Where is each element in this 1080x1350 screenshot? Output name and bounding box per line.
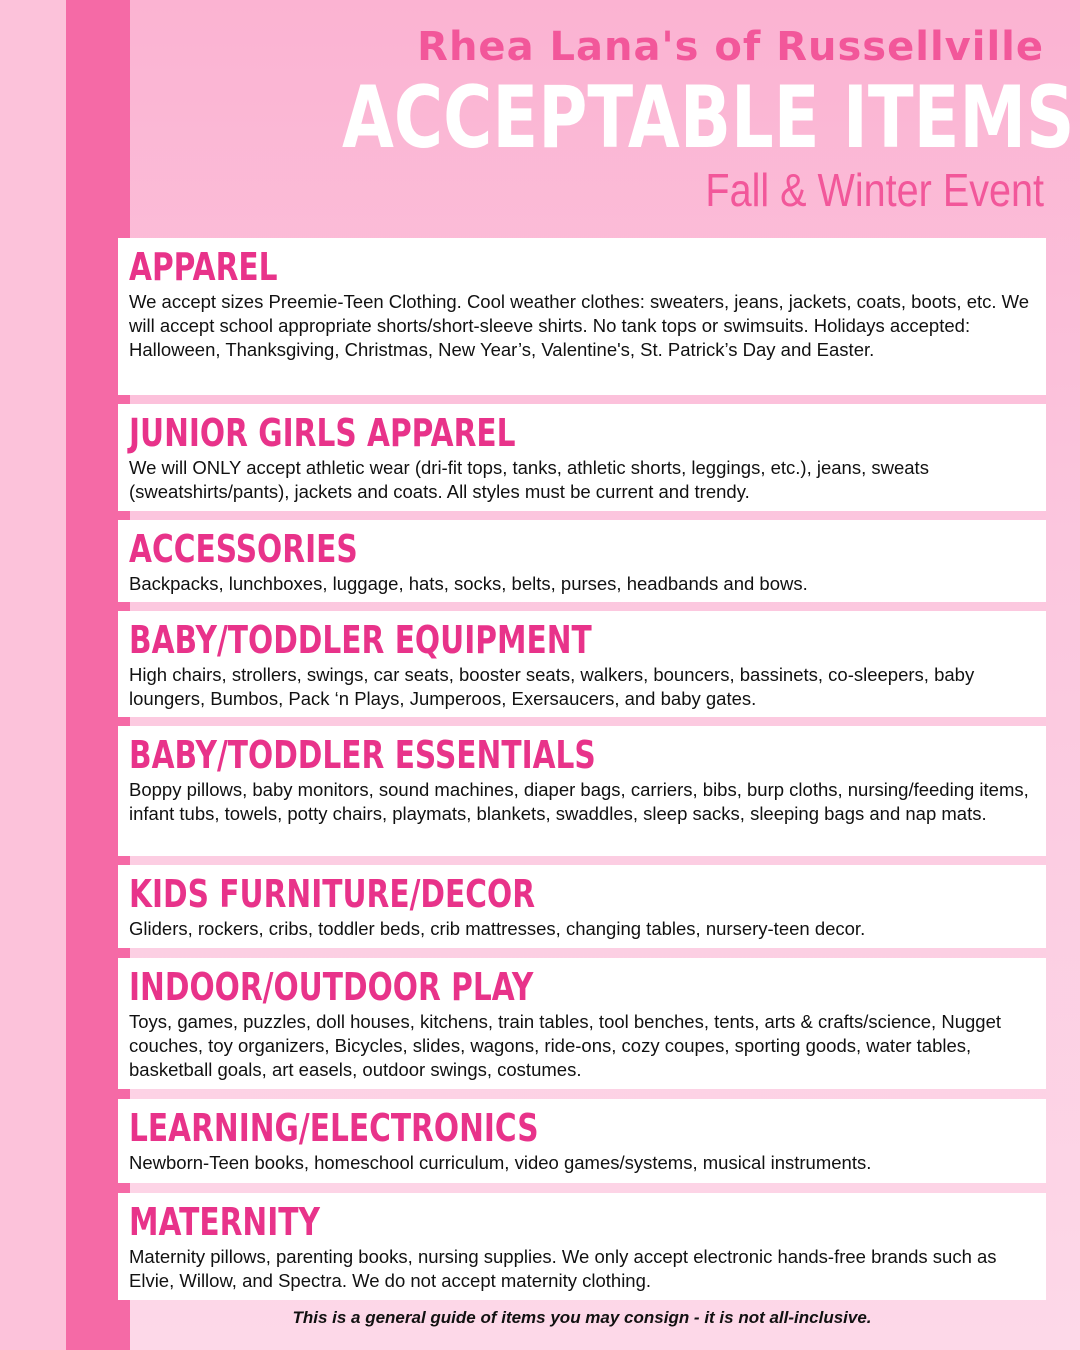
section-title: BABY/TODDLER EQUIPMENT: [129, 618, 592, 662]
footer-note: This is a general guide of items you may consign - it is not all-inclusive.: [292, 1308, 872, 1327]
section-title: LEARNING/ELECTRONICS: [129, 1106, 539, 1150]
section-text: Gliders, rockers, cribs, toddler beds, crib mattresses, changing tables, nursery-teen decor.: [129, 918, 866, 939]
section-maternity: [118, 1193, 1046, 1300]
left-stripe-light: [0, 0, 66, 1350]
section-kids-furniture-decor: [118, 865, 1046, 948]
section-text: Maternity pillows, parenting books, nursing supplies. We only accept electronic hands-free brands such as Elvie, Willow, and Spectra. We do not accept maternity clothing.: [129, 1246, 997, 1291]
section-baby-toddler-essentials: [118, 726, 1046, 856]
section-text: We accept sizes Preemie-Teen Clothing. Cool weather clothes: sweaters, jeans, jackets, coats, boots, etc. We will accept school appropriate shorts/short-sleeve shirts. No tank tops or swimsuits. Holidays accepted: Halloween, Thanksgiving, Christmas, New Year’s, Valentine's, St. Patrick’s Day and Easter.: [129, 291, 1030, 360]
section-indoor-outdoor-play: [118, 958, 1046, 1089]
section-text: Boppy pillows, baby monitors, sound machines, diaper bags, carriers, bibs, burp cloths, nursing/feeding items, infant tubs, towels, potty chairs, playmats, blankets, swaddles, sleep sacks, sleeping bags and nap mats.: [129, 779, 1029, 824]
page-title: ACCEPTABLE ITEMS: [342, 68, 1075, 168]
section-title: BABY/TODDLER ESSENTIALS: [129, 733, 596, 777]
section-title: JUNIOR GIRLS APPAREL: [129, 411, 516, 455]
section-title: ACCESSORIES: [129, 527, 358, 571]
section-title: APPAREL: [129, 245, 278, 289]
event-name: Fall & Winter Event: [705, 164, 1044, 216]
section-text: We will ONLY accept athletic wear (dri-fit tops, tanks, athletic shorts, leggings, etc.), jeans, sweats (sweatshirts/pants), jackets and coats. All styles must be current and trendy.: [129, 457, 929, 502]
store-name: Rhea Lana's of Russellville: [417, 24, 1044, 70]
section-text: Newborn-Teen books, homeschool curriculum, video games/systems, musical instruments.: [129, 1152, 872, 1173]
section-learning-electronics: [118, 1099, 1046, 1183]
section-text: Toys, games, puzzles, doll houses, kitchens, train tables, tool benches, tents, arts & crafts/science, Nugget couches, toy organizers, Bicycles, slides, wagons, ride-ons, cozy coupes, sporting goods, water tables, basketball goals, art easels, outdoor swings, costumes.: [129, 1011, 1001, 1080]
section-text: Backpacks, lunchboxes, luggage, hats, socks, belts, purses, headbands and bows.: [129, 573, 808, 594]
section-title: KIDS FURNITURE/DECOR: [129, 872, 536, 916]
section-text: High chairs, strollers, swings, car seats, booster seats, walkers, bouncers, bassinets, co-sleepers, baby loungers, Bumbos, Pack ‘n Plays, Jumperoos, Exersaucers, and baby gates.: [129, 664, 975, 709]
header: [144, 22, 1075, 216]
section-accessories: [118, 520, 1046, 602]
section-junior-girls-apparel: [118, 404, 1046, 511]
section-apparel: [118, 238, 1046, 395]
section-title: INDOOR/OUTDOOR PLAY: [129, 965, 534, 1009]
section-title: MATERNITY: [129, 1200, 320, 1244]
section-baby-toddler-equipment: [118, 611, 1046, 717]
